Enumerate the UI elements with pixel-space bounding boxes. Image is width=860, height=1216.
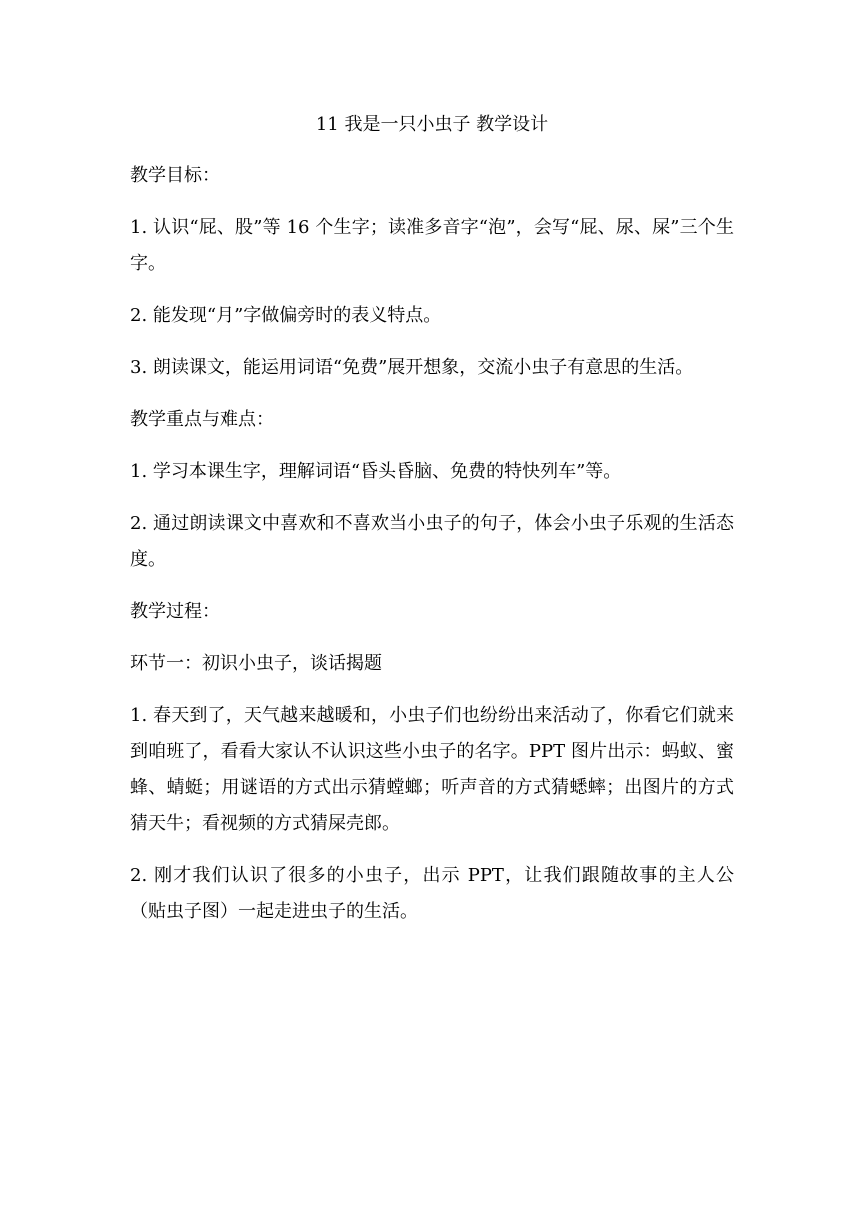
document-page xyxy=(130,110,734,946)
objective-item-1: 1. 认识“屁、股”等 16 个生字；读准多音字“泡”，会写“屁、尿、屎”三个生字。 xyxy=(130,217,734,274)
section-heading-objectives: 教学目标： xyxy=(130,165,220,186)
objective-item-2: 2. 能发现“月”字做偏旁时的表义特点。 xyxy=(130,305,442,326)
section-heading-key-points: 教学重点与难点： xyxy=(130,409,274,430)
process-item-2: 2. 刚才我们认识了很多的小虫子，出示 PPT，让我们跟随故事的主人公（贴虫子图）一起走进虫子的生活。 xyxy=(130,865,734,922)
section-heading-process: 教学过程： xyxy=(130,601,220,622)
document-title: 11 我是一只小虫子 教学设计 xyxy=(315,114,549,135)
process-item-1: 1. 春天到了，天气越来越暖和，小虫子们也纷纷出来活动了，你看它们就来到咱班了，看看大家认不认识这些小虫子的名字。PPT 图片出示：蚂蚁、蜜蜂、蜻蜓；用谜语的方式出示猜螳螂；听声音的方式猜蟋蟀；出图片的方式猜天牛；看视频的方式猜屎壳郎。 xyxy=(130,705,734,834)
process-step-heading-1: 环节一：初识小虫子，谈话揭题 xyxy=(130,653,382,674)
key-point-item-2: 2. 通过朗读课文中喜欢和不喜欢当小虫子的句子，体会小虫子乐观的生活态度。 xyxy=(130,513,734,570)
objective-item-3: 3. 朗读课文，能运用词语“免费”展开想象，交流小虫子有意思的生活。 xyxy=(130,357,694,378)
key-point-item-1: 1. 学习本课生字，理解词语“昏头昏脑、免费的特快列车”等。 xyxy=(130,461,622,482)
